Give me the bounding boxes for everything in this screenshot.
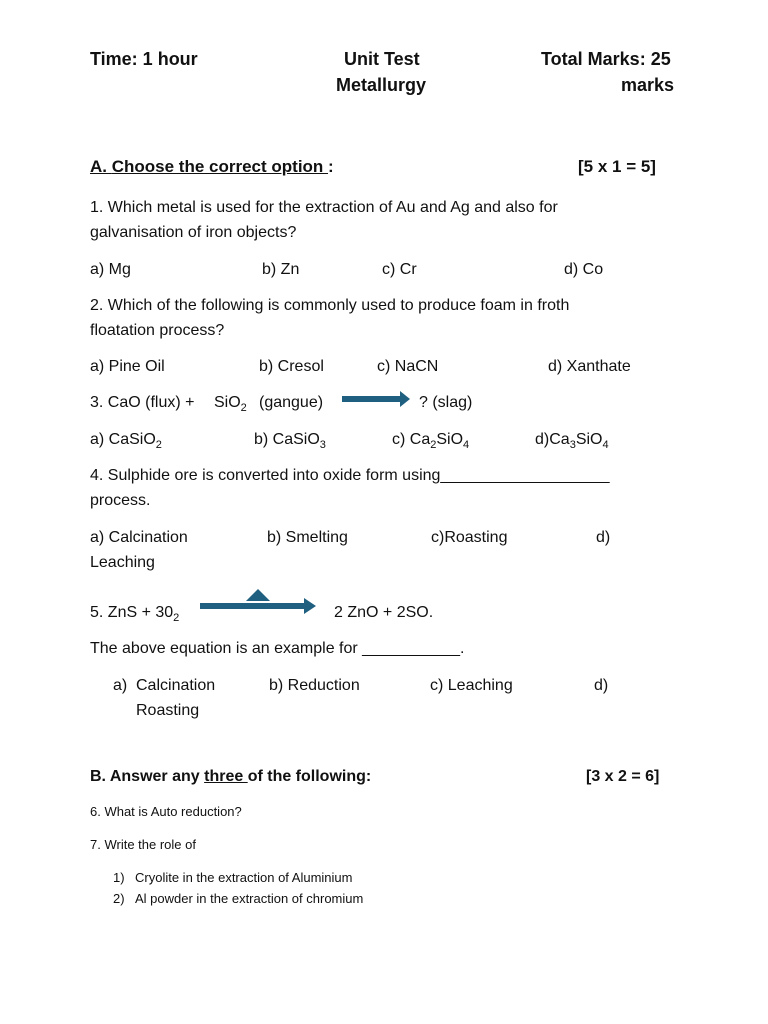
q5-option-b: b) Reduction — [269, 677, 360, 694]
q3-b-sub: 3 — [319, 439, 326, 452]
question-2-line1: 2. Which of the following is commonly used to produce foam in froth — [90, 297, 570, 314]
question-5-product: 2 ZnO + 2SO. — [334, 604, 434, 621]
section-b-suffix: of the following: — [247, 768, 372, 785]
heat-arrow-icon — [200, 586, 320, 616]
q3-c-text2: SiO — [436, 431, 464, 448]
question-2-line2: floatation process? — [90, 322, 225, 339]
q4-option-d-wrap: Leaching — [90, 554, 155, 571]
question-1-line2: galvanisation of iron objects? — [90, 224, 297, 241]
q5-option-d: d) — [594, 677, 609, 694]
q7-item-2: Al powder in the extraction of chromium — [135, 891, 364, 906]
q3-d-text: d)Ca — [535, 431, 570, 448]
question-4-line2: process. — [90, 492, 151, 509]
q1-option-d: d) Co — [564, 261, 604, 278]
question-3-product: ? (slag) — [419, 394, 473, 411]
total-marks-label: Total Marks: 25 — [541, 49, 671, 69]
arrow-right-icon — [342, 391, 412, 407]
q3-option-c — [392, 427, 469, 458]
q2-option-b: b) Cresol — [259, 358, 324, 375]
sio2-subscript: 2 — [240, 402, 247, 415]
section-b-marks: [3 x 2 = 6] — [586, 768, 660, 785]
q5-option-a: Calcination — [136, 677, 216, 694]
question-1-line1: 1. Which metal is used for the extraction of Au and Ag and also for — [90, 199, 558, 216]
section-b-underlined: three — [204, 768, 248, 785]
question-3-gangue: (gangue) — [259, 394, 324, 411]
section-a-prefix: A. — [90, 157, 112, 176]
q5-left-sub: 2 — [173, 612, 180, 625]
q3-option-a — [90, 427, 162, 458]
section-a-heading — [90, 157, 334, 177]
q3-option-d — [535, 427, 609, 458]
section-a-colon: : — [328, 157, 334, 176]
q4-option-d: d) — [596, 529, 611, 546]
q1-option-a: a) Mg — [90, 261, 131, 278]
section-b-heading — [90, 768, 371, 786]
q3-c-sub2: 4 — [463, 439, 470, 452]
test-subject: Metallurgy — [336, 75, 427, 95]
section-a-marks: [5 x 1 = 5] — [578, 157, 656, 176]
question-4-line1: 4. Sulphide ore is converted into oxide form using___________________ — [90, 467, 610, 484]
q1-option-b: b) Zn — [262, 261, 300, 278]
q3-b-text: b) CaSiO — [254, 431, 320, 448]
q4-option-c: c)Roasting — [431, 529, 508, 546]
question-3-reactant: 3. CaO (flux) + — [90, 394, 195, 411]
q1-option-c: c) Cr — [382, 261, 417, 278]
q2-option-a: a) Pine Oil — [90, 358, 165, 375]
q3-d-sub2: 4 — [602, 439, 609, 452]
time-label: Time: 1 hour — [90, 49, 198, 69]
q3-c-sub: 2 — [430, 439, 437, 452]
q3-d-sub: 3 — [569, 439, 576, 452]
q5-option-a-letter: a) — [113, 677, 128, 694]
q3-a-text: a) CaSiO — [90, 431, 156, 448]
q2-option-c: c) NaCN — [377, 358, 439, 375]
question-5-reactant — [90, 600, 179, 631]
question-7: 7. Write the role of — [90, 837, 196, 852]
question-3-sio2 — [214, 390, 247, 421]
q3-d-text2: SiO — [575, 431, 603, 448]
q7-item-1-num: 1) — [113, 870, 125, 885]
q4-option-b: b) Smelting — [267, 529, 348, 546]
question-5-line2: The above equation is an example for ___________. — [90, 640, 465, 657]
q5-option-d-wrap: Roasting — [136, 702, 200, 719]
sio2-text: SiO — [214, 394, 241, 411]
section-b-prefix: B. Answer any — [90, 768, 205, 785]
q5-left-text: 5. ZnS + 30 — [90, 604, 174, 621]
q3-a-sub: 2 — [155, 439, 162, 452]
q3-c-text: c) Ca — [392, 431, 431, 448]
q7-item-2-num: 2) — [113, 891, 125, 906]
q3-option-b — [254, 427, 326, 458]
question-6: 6. What is Auto reduction? — [90, 804, 242, 819]
q4-option-a: a) Calcination — [90, 529, 188, 546]
test-title: Unit Test — [344, 49, 420, 69]
q5-option-c: c) Leaching — [430, 677, 513, 694]
total-marks-unit: marks — [621, 75, 675, 95]
section-a-title: Choose the correct option — [111, 157, 329, 176]
q2-option-d: d) Xanthate — [548, 358, 631, 375]
q7-item-1: Cryolite in the extraction of Aluminium — [135, 870, 353, 885]
